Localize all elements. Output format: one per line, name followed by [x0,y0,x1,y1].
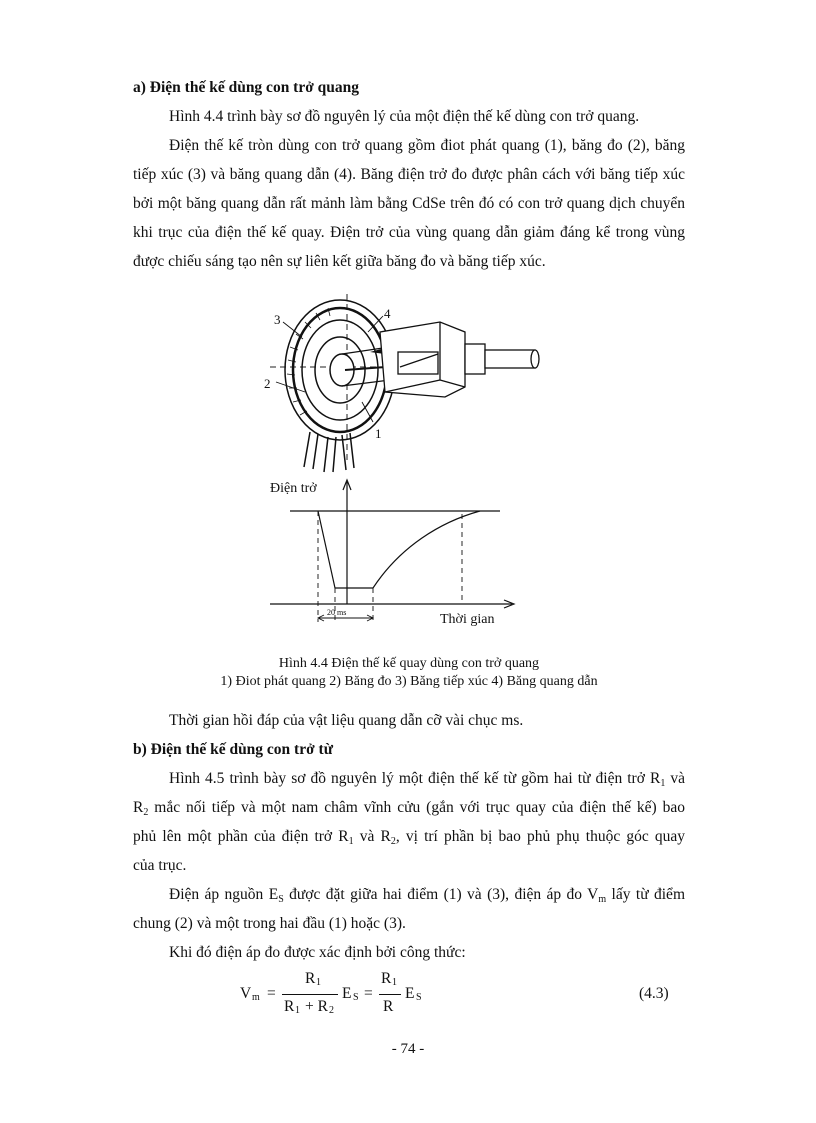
graph-y-label: Điện trở [270,481,317,496]
section-b-heading: b) Điện thế kế dùng con trở từ [133,741,334,758]
output-shaft [465,344,539,374]
eq-num1: R [305,970,316,987]
equation-4-3 [230,970,690,1020]
eq-equals-1: = [267,985,276,1002]
led-housing [380,322,465,397]
section-b-p1-line4: của trục. [133,857,187,874]
eq-E2: E [405,985,415,1002]
time-mark-label: 20 ms [327,608,347,617]
resistance-time-graph [270,480,514,627]
section-a-heading: a) Điện thế kế dùng con trở quang [133,79,360,96]
eq-V: V [240,985,252,1002]
section-b-p2-line2: chung (2) và một trong hai đầu (1) hoặc (3). [133,915,406,932]
figure-4-4 [250,292,550,637]
label-2: 2 [264,376,271,391]
eq-num1-sub: 1 [316,977,321,988]
section-b-p1-line2: $R_2$ mắc nối tiếp và một nam châm vĩnh cửu (gắn với trục quay của điện thế kế) bao [133,799,685,818]
section-b-p2-line1: Điện áp nguồn $E_S$ được đặt giữa hai điểm (1) và (3), điện áp đo $V_m$ lấy từ điểm [169,886,685,905]
eq-E2-sub: S [416,992,422,1003]
eq-equals-2: = [364,985,373,1002]
graph-x-label: Thời gian [440,612,495,627]
page-number: - 74 - [391,1041,425,1057]
eq-den1-plus: + R [305,998,328,1015]
section-a-paragraph-1: Hình 4.4 trình bày sơ đồ nguyên lý của một điện thế kế dùng con trở quang. [169,108,640,125]
eq-num2: R [381,970,392,987]
eq-num2-sub: 1 [392,977,397,988]
equation-number: (4.3) [639,985,669,1002]
label-3: 3 [274,312,281,327]
eq-den1-sub: 1 [295,1005,300,1016]
label-1: 1 [375,426,382,441]
section-b-p3: Khi đó điện áp đo được xác định bởi công thức: [169,944,466,961]
label-4: 4 [384,306,391,321]
eq-sub-m: m [252,992,260,1003]
eq-fraction-bar-2 [379,994,401,995]
figure-caption-title: Hình 4.4 Điện thế kế quay dùng con trở quang [278,656,540,671]
section-a-paragraph-2: Điện thế kế tròn dùng con trở quang gồm điot phát quang (1), băng đo (2), băng tiếp xúc (3) và băng quang dẫn (4). Băng điện trở đo được phân cách với băng tiếp xúc bởi một băng quang dẫn rất mảnh làm bằng CdSe trên đó có con trở quang dịch chuyển khi trục của điện thế kế quay. Điện trở của vùng quang dẫn giảm đáng kể trong vùng được chiếu sáng tạo nên sự liên kết giữa băng đo và băng tiếp xúc. [133,137,685,270]
eq-den2: R [383,998,394,1015]
section-b-p1-line1: Hình 4.5 trình bày sơ đồ nguyên lý một điện thế kế từ gồm hai từ điện trở $R_1$ và [169,770,685,789]
section-b-p1-line3: phủ lên một phần của điện trở $R_1$ và $R_2$, vị trí phần bị bao phủ phụ thuộc góc quay [133,828,685,847]
eq-fraction-bar-1 [282,994,338,995]
eq-E-sub: S [353,992,359,1003]
eq-den1-sub2: 2 [329,1005,334,1016]
eq-den1-R: R [284,998,295,1015]
response-time-paragraph: Thời gian hồi đáp của vật liệu quang dẫn cỡ vài chục ms. [169,712,524,729]
figure-caption-legend: 1) Điot phát quang 2) Băng đo 3) Băng tiếp xúc 4) Băng quang dẫn [220,674,598,689]
graph-response-curve [318,511,480,588]
eq-E: E [342,985,352,1002]
